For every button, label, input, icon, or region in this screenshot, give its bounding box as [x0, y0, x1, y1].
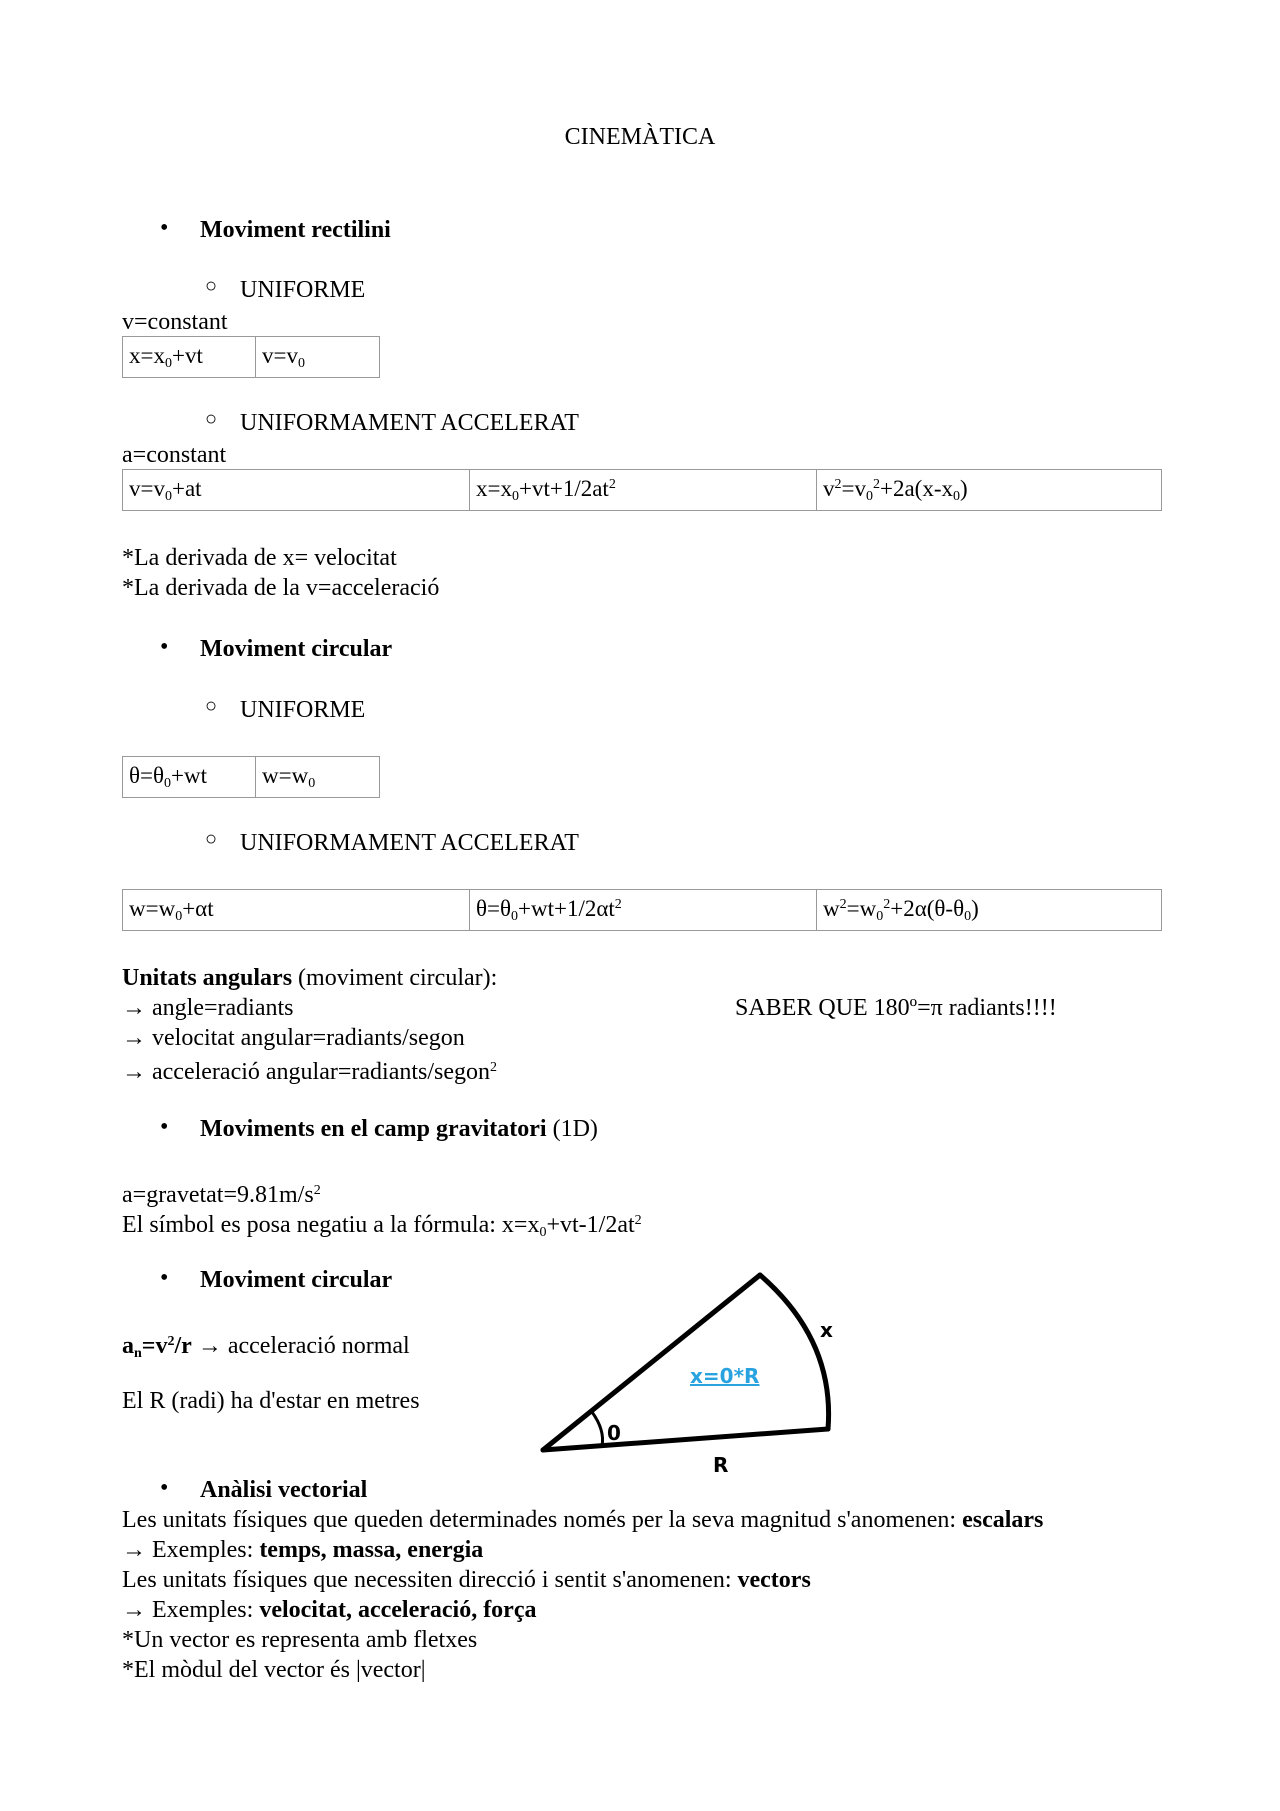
angle-label: 0 — [607, 1421, 621, 1445]
condition-text: a=constant — [122, 442, 227, 468]
vectorial-line: → Exemples: temps, massa, energia — [122, 1537, 484, 1563]
condition-text: v=constant — [122, 309, 228, 335]
section-heading-circular: Moviment circular — [200, 636, 393, 662]
gravetat-text: $a=gravetat=9.81m/s^2$ — [122, 1182, 321, 1208]
bullet-icon: • — [160, 1475, 169, 1501]
vectorial-line: Les unitats físiques que necessiten direcció i sentit s'anomenen: vectors — [122, 1567, 811, 1593]
bullet-icon: • — [160, 1265, 169, 1291]
section-heading-circular-2: Moviment circular — [200, 1267, 393, 1293]
vectorial-line: *Un vector es representa amb fletxes — [122, 1627, 478, 1653]
equation-cell: $x=x_0+vt+1/2at^2$ — [470, 470, 817, 511]
equation-cell: $v=v_0+at$ — [123, 470, 470, 511]
circle-bullet-icon: ○ — [205, 275, 218, 297]
radi-text: El R (radi) ha d'estar en metres — [122, 1388, 420, 1414]
equation-table — [122, 469, 1162, 511]
equation-table — [122, 889, 1162, 931]
sector-arc — [760, 1275, 829, 1429]
acceleracio-normal-text: $a_n=v^2/r$ → acceleració normal — [122, 1333, 410, 1361]
sector-bottom-radius-line — [543, 1429, 828, 1450]
circle-bullet-icon: ○ — [205, 408, 218, 430]
note-text: *La derivada de la v=acceleració — [122, 575, 440, 601]
sector-top-radius-line — [543, 1275, 760, 1450]
unitats-line: → angle=radiants — [122, 995, 294, 1021]
section-heading-rectilini: Moviment rectilini — [200, 217, 391, 243]
equation-cell: $v^2=v_0^2+2a(x-x_0)$ — [817, 470, 1162, 511]
circular-sector-diagram — [535, 1265, 875, 1475]
bullet-icon: • — [160, 634, 169, 660]
note-text: *La derivada de x= velocitat — [122, 545, 397, 571]
subsection-label: UNIFORME — [240, 697, 366, 723]
section-heading-gravitatori: Moviments en el camp gravitatori (1D) — [200, 1116, 598, 1142]
equation-cell: $\theta=\theta_0+wt$ — [123, 757, 256, 798]
bullet-icon: • — [160, 1114, 169, 1140]
circle-bullet-icon: ○ — [205, 828, 218, 850]
unitats-line: → acceleració angular=radiants/segon$^2$ — [122, 1059, 498, 1085]
bullet-icon: • — [160, 215, 169, 241]
vectorial-line: *El mòdul del vector és |vector| — [122, 1657, 426, 1683]
circle-bullet-icon: ○ — [205, 695, 218, 717]
angle-arc — [592, 1412, 603, 1446]
vectorial-line: Les unitats físiques que queden determinades només per la seva magnitud s'anomenen: escalars — [122, 1507, 1044, 1533]
section-heading-vectorial: Anàlisi vectorial — [200, 1477, 368, 1503]
equation-table — [122, 756, 380, 798]
equation-cell: $\theta=\theta_0+wt+1/2\alpha t^2$ — [470, 890, 817, 931]
vectorial-line: → Exemples: velocitat, acceleració, força — [122, 1597, 537, 1623]
equation-cell: $w^2=w_0^2+2\alpha(\theta-\theta_0)$ — [817, 890, 1162, 931]
subsection-label: UNIFORME — [240, 277, 366, 303]
formula-note-text: El símbol es posa negatiu a la fórmula: $x=x_0+vt-1/2at^2$ — [122, 1212, 642, 1240]
sector-formula-label: x=0*R — [690, 1364, 760, 1388]
equation-cell: $x=x_0+vt$ — [123, 337, 256, 378]
subsection-label: UNIFORMAMENT ACCELERAT — [240, 830, 579, 856]
arc-label: x — [820, 1318, 833, 1342]
saber-note: SABER QUE 180º=π radiants!!!! — [735, 995, 1057, 1021]
page-title: CINEMÀTICA — [564, 124, 716, 150]
equation-cell: $w=w_0+\alpha t$ — [123, 890, 470, 931]
radius-label: R — [713, 1453, 729, 1475]
equation-cell: $w=w_0$ — [256, 757, 380, 798]
subsection-label: UNIFORMAMENT ACCELERAT — [240, 410, 579, 436]
equation-table — [122, 336, 380, 378]
unitats-heading: Unitats angulars (moviment circular): — [122, 965, 498, 991]
equation-cell: $v=v_0$ — [256, 337, 380, 378]
unitats-line: → velocitat angular=radiants/segon — [122, 1025, 465, 1051]
